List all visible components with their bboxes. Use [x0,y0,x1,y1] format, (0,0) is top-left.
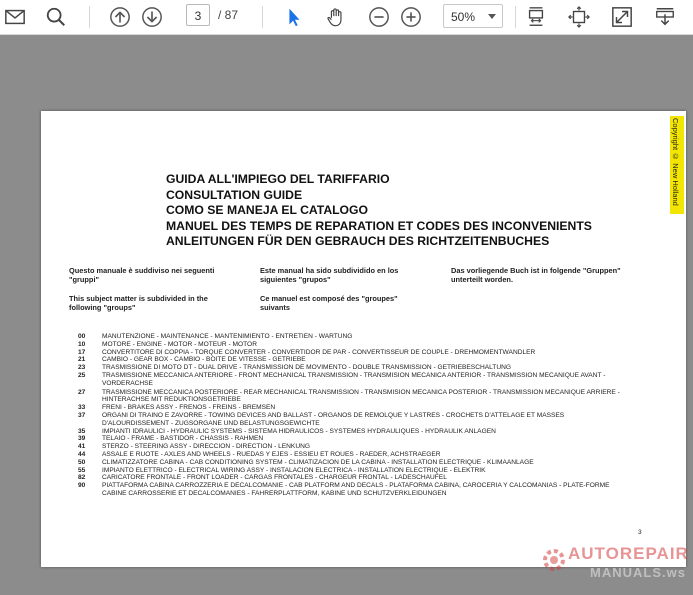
group-title: MOTORE - ENGINE - MOTOR - MOTEUR - MOTOR [102,340,257,348]
group-title: MANUTENZIONE - MAINTENANCE - MANTENIMIENTO - ENTRETIEN - WARTUNG [102,333,353,340]
list-item [78,364,622,372]
full-screen-icon[interactable] [609,4,635,30]
group-number: 90 [78,482,86,490]
intro-italian: Questo manuale è suddiviso nei seguenti "gruppi" [69,266,215,285]
list-item [78,341,622,349]
group-title: CONVERTITORE DI COPPIA - TORQUE CONVERTER - CONVERTIDOR DE PAR - CONVERTISSEUR DE COUPLE - DREHMOMENTWANDLER [102,348,536,356]
toolbar-separator [262,6,263,28]
watermark [540,544,688,584]
list-item [78,356,622,364]
list-item [78,467,622,475]
scroll-mode-icon[interactable] [523,4,549,30]
zoom-value: 50% [451,10,476,24]
group-number: 23 [78,364,86,372]
group-title: IMPIANTI IDRAULICI - HYDRAULIC SYSTEMS - SISTEMA HIDRAULICOS - SYSTEMES HYDRAULIQUES - HYDRAULIK ANLAGEN [102,427,496,435]
intro-french: Ce manuel est composé des "groupes" suivants [260,294,398,313]
page-footer-number: 3 [638,529,642,536]
zoom-select[interactable] [443,4,503,28]
mail-icon[interactable] [2,4,28,30]
group-number: 17 [78,348,86,356]
title-italian: GUIDA ALL'IMPIEGO DEL TARIFFARIO [166,172,390,186]
groups-list [78,333,622,498]
intro-spanish: Este manual ha sido subdividido en los siguientes "grupos" [260,266,399,285]
group-number: 50 [78,458,86,466]
list-item [78,443,622,451]
intro-german: Das vorliegende Buch ist in folgende "Gruppen" unterteilt worden. [451,266,621,285]
title-english: CONSULTATION GUIDE [166,187,303,202]
list-item [78,412,622,428]
group-title: PIATTAFORMA CABINA CARROZZERIA E DECALCOMANIE - CAB PLATFORM AND DECALS - PLATAFORMA CABINA, CAROCERIA Y CALCOMANIAS - PLATE-FORME CABINE CARROSSERIE ET DECALCOMANIES - FAHRERPLATTFORM, KABINE UND SCHUTZVERKLEIDUNGEN [102,482,610,497]
list-item [78,333,622,341]
group-title: CLIMATIZZATORE CABINA - CAB CONDITIONING SYSTEM - CLIMATIZACION DE LA CABINA - INSTALLATION ELECTRIQUE - KLIMAANLAGE [102,458,534,466]
group-title: TRASMISSIONE DI MOTO DT - DUAL DRIVE - TRANSMISSION DE MOVIMENTO - DOUBLE TRANSMISSION - GETRIEBESCHALTUNG [102,364,511,372]
copyright-tab [670,116,684,214]
zoom-in-icon[interactable] [398,4,424,30]
group-number: 82 [78,474,86,482]
watermark-line-1: AUTOREPAIR [568,544,689,563]
toolbar-separator [89,6,90,28]
group-title: ORGANI DI TRAINO E ZAVORRE - TOWING DEVICES AND BALLAST - ORGANOS DE REMOLQUE Y LASTRES - CROCHETS D'ATTELAGE ET MASSES D'ALOURDISSEMENT - ZUGSORGANE UND BELASTUNGSGEWICHTE [102,411,565,427]
hand-tool-icon[interactable] [323,4,349,30]
group-title: TRASMISSIONE MECCANICA POSTERIORE - REAR MECHANICAL TRANSMISSION - TRANSMISION MECANICA POSTERIOR - TRANSMISSION MECANIQUE ARRIERE - HINTERACHSE MIT REDUKTIONSGETRIEBE [102,388,620,404]
zoom-out-icon[interactable] [366,4,392,30]
title-french: MANUEL DES TEMPS DE REPARATION ET CODES DES INCONVENIENTS [166,218,592,233]
select-cursor-icon[interactable] [281,4,307,30]
group-number: 10 [78,340,86,348]
watermark-line-2: MANUALS.ws [590,565,686,580]
group-title: STERZO - STEERING ASSY - DIRECCION - DIRECTION - LENKUNG [102,443,310,451]
page-number-input[interactable]: 3 [186,4,210,26]
list-item [78,451,622,459]
search-icon[interactable] [43,4,69,30]
group-title: TELAIO - FRAME - BASTIDOR - CHASSIS - RAHMEN [102,435,264,443]
list-item [78,428,622,436]
group-number: 21 [78,356,86,364]
page-total-label: / 87 [218,8,239,22]
group-number: 55 [78,466,86,474]
group-title: ASSALE E RUOTE - AXLES AND WHEELS - RUEDAS Y EJES - ESSIEU ET ROUES - RAEDER, ACHSTRAEGER [102,450,441,458]
list-item [78,435,622,443]
list-item [78,372,622,388]
group-number: 41 [78,443,86,451]
title-german: ANLEITUNGEN FÜR DEN GEBRAUCH DES RICHTZEITENBUCHES [166,234,550,248]
list-item [78,482,622,498]
gear-logo-icon [540,546,568,574]
group-number: 39 [78,435,86,443]
group-title: CARICATORE FRONTALE - FRONT LOADER - CARGAS FRONTALES - CHARGEUR FRONTAL - LADESCHAUFEL [102,474,447,482]
list-item [78,349,622,357]
list-item [78,389,622,405]
group-title: FRENI - BRAKES ASSY - FRENOS - FREINS - BREMSEN [102,404,276,412]
group-number: 44 [78,450,86,458]
group-title: CAMBIO - GEAR BOX - CAMBIO - BOITE DE VITESSE - GETRIEBE [102,356,306,364]
group-number: 37 [78,411,86,419]
group-number: 33 [78,404,86,412]
previous-page-icon[interactable] [107,4,133,30]
pdf-toolbar [0,0,693,35]
list-item [78,459,622,467]
chevron-down-icon [488,14,496,19]
title-block [166,172,592,250]
next-page-icon[interactable] [139,4,165,30]
group-number: 35 [78,427,86,435]
list-item [78,474,622,482]
copyright-text: Copyright © New Holland [671,118,680,206]
fit-page-icon[interactable] [566,4,592,30]
group-number: 25 [78,371,86,379]
title-spanish: COMO SE MANEJA EL CATALOGO [166,203,369,217]
download-icon[interactable] [652,4,678,30]
group-number: 27 [78,388,86,396]
group-number: 00 [78,333,86,340]
intro-english: This subject matter is subdivided in the following "groups" [69,294,208,313]
group-title: TRASMISSIONE MECCANICA ANTERIORE - FRONT MECHANICAL TRANSMISSION - TRANSMISION MECANICA ANTERIOR - TRANSMISSION MECANIQUE AVANT - VORDERACHSE [102,371,606,387]
list-item [78,404,622,412]
group-title: IMPIANTO ELETTRICO - ELECTRICAL WIRING ASSY - INSTALACION ELECTRICA - INSTALLATION ELECTRIQUE - ELEKTRIK [102,466,486,474]
toolbar-separator [515,6,516,28]
